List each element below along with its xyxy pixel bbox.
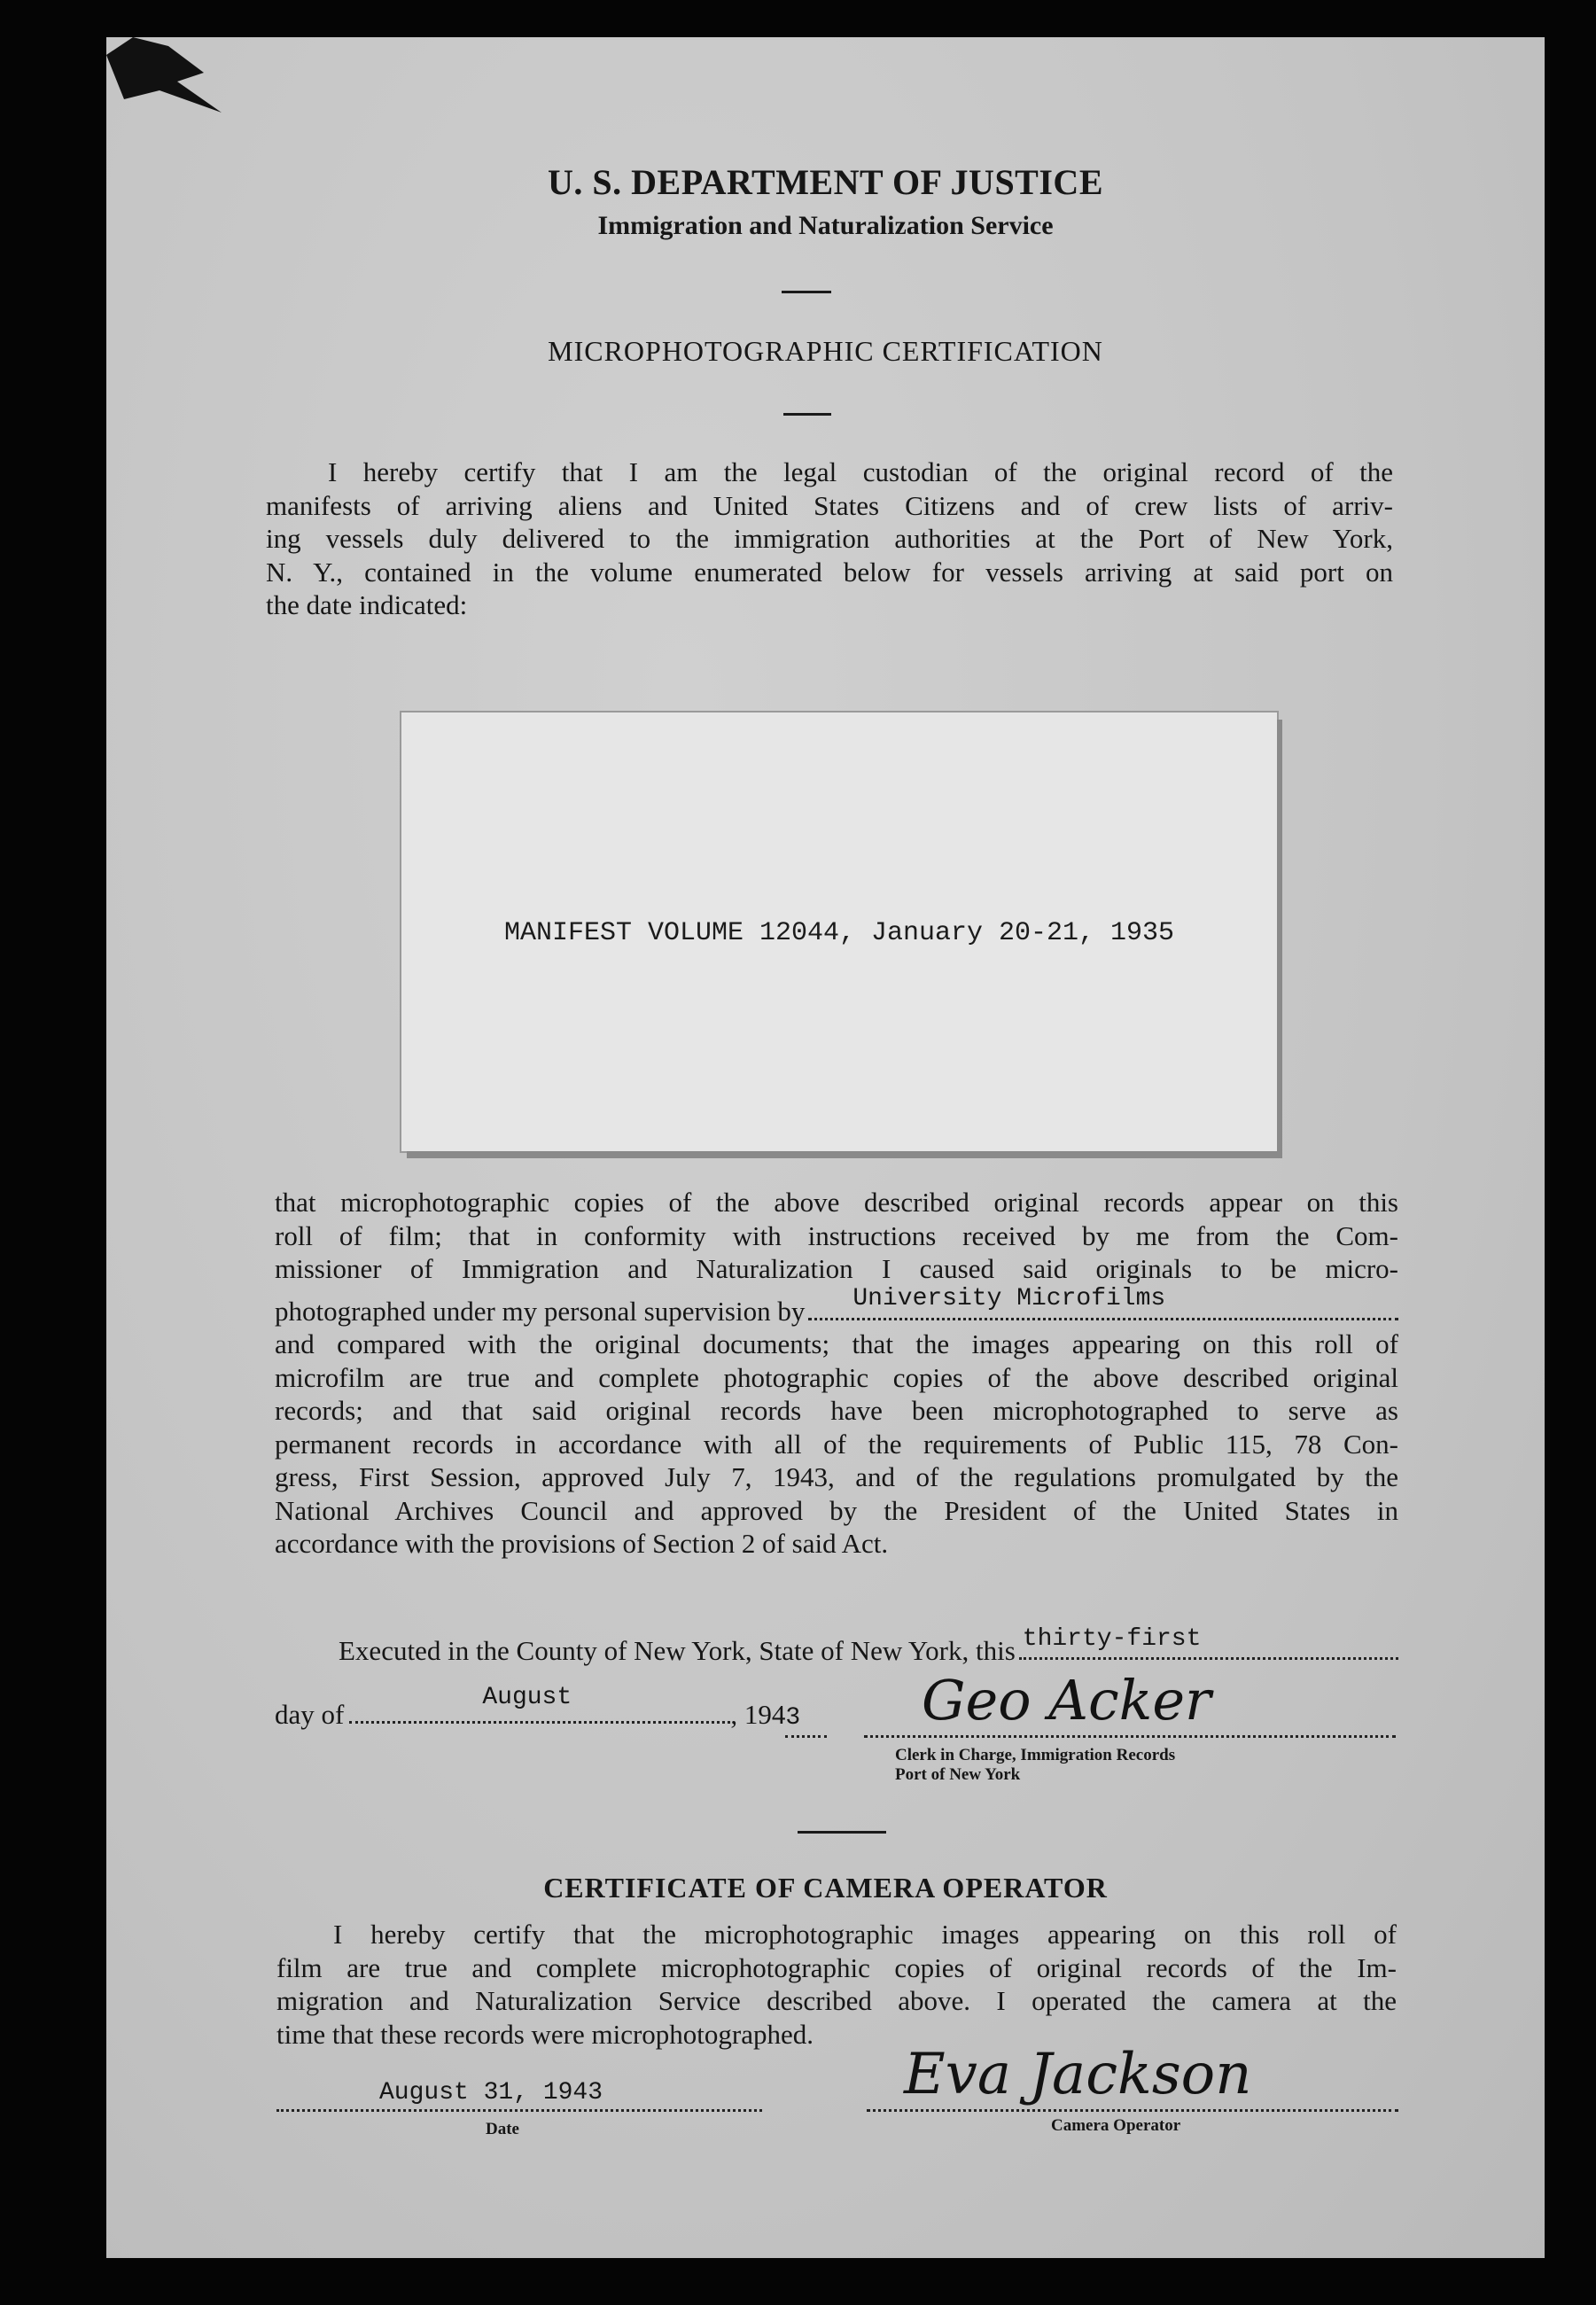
operator-signature: Eva Jackson	[904, 2042, 1252, 2107]
manifest-volume-card	[401, 713, 1277, 1151]
month-blank	[349, 1683, 730, 1724]
day-of-label: day of	[275, 1699, 345, 1730]
body-line: missioner of Immigration and Naturalization I caused said originals to be micro-	[275, 1253, 1398, 1284]
day-of-line	[275, 1683, 913, 1738]
body-line: National Archives Council and approved by the President of the United States in	[275, 1494, 1398, 1526]
supervision-blank	[808, 1285, 1398, 1320]
year-blank	[785, 1698, 827, 1738]
supervision-prefix: photographed under my personal supervision by	[275, 1295, 806, 1327]
year-digit: 3	[785, 1704, 801, 1732]
clerk-title	[895, 1746, 1175, 1785]
body-line: microfilm are true and complete photographic copies of the above described original	[275, 1361, 1398, 1393]
camera-line: time that these records were microphotographed.	[276, 2018, 814, 2050]
month-value: August	[482, 1683, 572, 1711]
execution-day-blank	[1019, 1624, 1398, 1660]
body-line: accordance with the provisions of Section 2 of said Act.	[275, 1528, 889, 1559]
execution-prefix: Executed in the County of New York, State of New York, this	[339, 1635, 1016, 1666]
body-line: that microphotographic copies of the above described original records appear on this	[275, 1187, 1398, 1218]
intro-line: I hereby certify that I am the legal custodian of the original record of the	[328, 456, 1393, 487]
body-line: permanent records in accordance with all of the requirements of Public 115, 78 Con-	[275, 1428, 1398, 1460]
supervision-value: University Microfilms	[852, 1285, 1166, 1312]
camera-line: film are true and complete microphotographic copies of original records of the Im-	[276, 1951, 1397, 1983]
intro-line: the date indicated:	[266, 589, 468, 620]
body-line: records; and that said original records have been microphotographed to serve as	[275, 1395, 1398, 1426]
camera-line: I hereby certify that the microphotographic images appearing on this roll of	[333, 1919, 1397, 1950]
clerk-title-line: Clerk in Charge, Immigration Records	[895, 1746, 1176, 1764]
certificate-page	[106, 37, 1545, 2258]
supervision-line	[275, 1285, 1398, 1328]
date-label: Date	[486, 2120, 519, 2138]
divider-rule	[783, 413, 831, 416]
year-prefix: , 194	[730, 1699, 786, 1730]
execution-day-value: thirty-first	[1022, 1624, 1202, 1653]
clerk-title-line: Port of New York	[895, 1765, 1021, 1784]
manifest-volume-text: MANIFEST VOLUME 12044, January 20-21, 1935	[503, 918, 1175, 948]
execution-line	[339, 1624, 1398, 1668]
service-subtitle: Immigration and Naturalization Service	[597, 211, 1054, 240]
intro-line: manifests of arriving aliens and United States Citizens and of crew lists of arriv-	[266, 489, 1393, 521]
body-line: gress, First Session, approved July 7, 1943, and of the regulations promulgated by the	[275, 1461, 1398, 1492]
intro-line: N. Y., contained in the volume enumerated below for vessels arriving at said port on	[266, 556, 1393, 588]
operator-label: Camera Operator	[1051, 2116, 1181, 2135]
department-title: U. S. DEPARTMENT OF JUSTICE	[548, 162, 1103, 202]
intro-line: ing vessels duly delivered to the immigration authorities at the Port of New York,	[266, 523, 1393, 554]
date-value: August 31, 1943	[379, 2079, 603, 2106]
body-line: roll of film; that in conformity with instructions received by me from the Com-	[275, 1219, 1398, 1251]
corner-ink-mark	[106, 37, 230, 117]
divider-rule	[782, 291, 831, 293]
clerk-signature: Geo Acker	[922, 1668, 1211, 1733]
body-line: and compared with the original documents; that the images appearing on this roll of	[275, 1328, 1398, 1359]
divider-rule	[798, 1831, 886, 1834]
camera-paragraph	[276, 1918, 1397, 2051]
camera-operator-heading: CERTIFICATE OF CAMERA OPERATOR	[543, 1872, 1108, 1904]
certification-heading: MICROPHOTOGRAPHIC CERTIFICATION	[548, 335, 1103, 367]
camera-line: migration and Naturalization Service described above. I operated the camera at the	[276, 1985, 1397, 2016]
body-paragraph	[275, 1186, 1398, 1561]
intro-paragraph	[266, 456, 1393, 622]
